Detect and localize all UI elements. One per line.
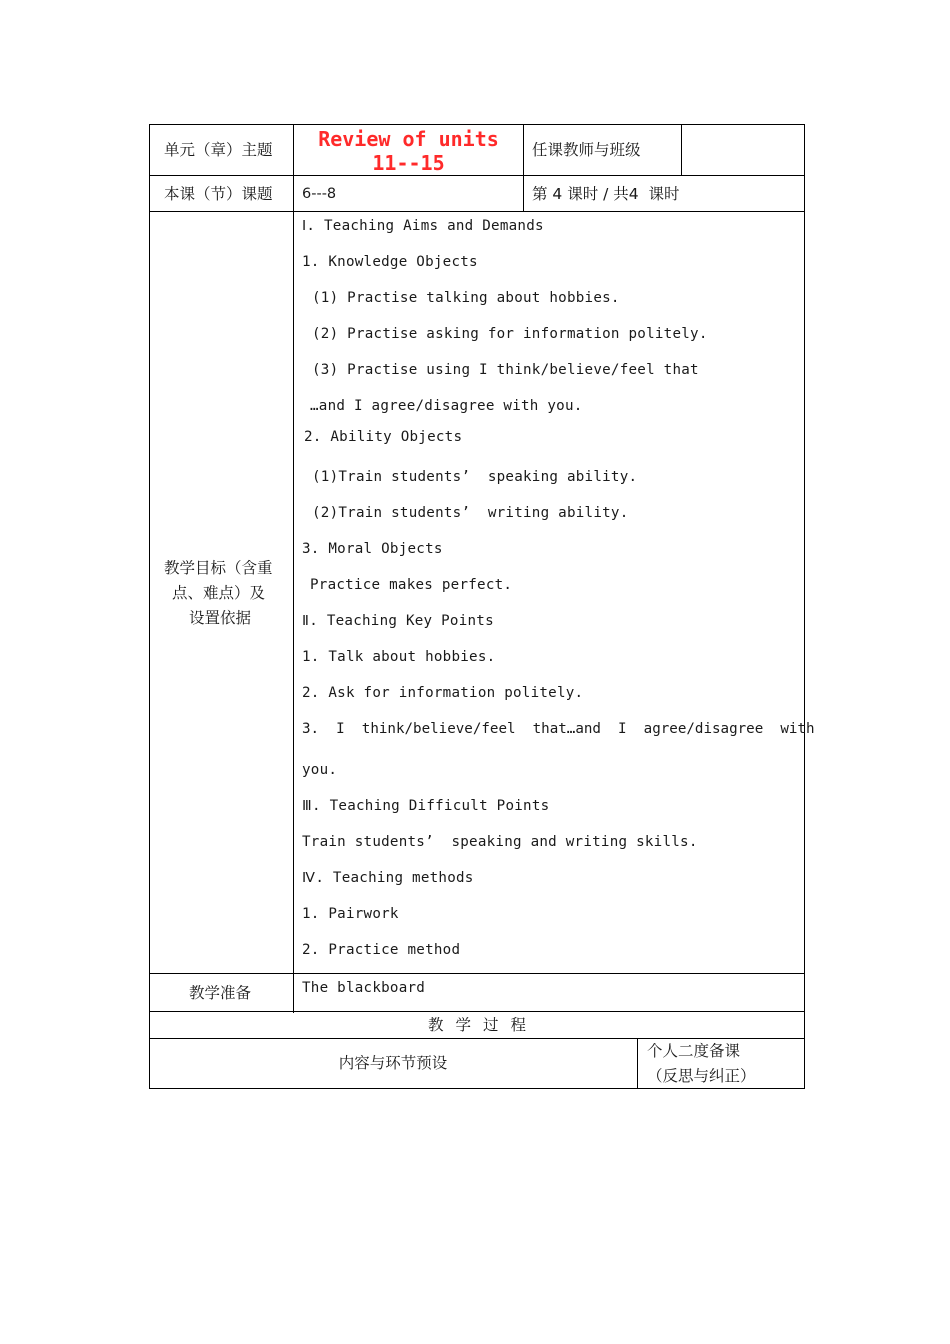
process-title: 教学过程 <box>427 1016 538 1034</box>
objective-item: (3) Practise using I think/believe/feel that <box>312 362 699 378</box>
preparation-value: The blackboard <box>302 980 426 996</box>
objective-item: Practice makes perfect. <box>310 577 513 593</box>
col-divider <box>637 1038 638 1089</box>
key-point-item-continued: you. <box>302 762 338 778</box>
row-divider <box>149 175 805 176</box>
notes-label-line1: 个人二度备课 <box>647 1042 741 1060</box>
content-label: 内容与环节预设 <box>338 1054 448 1072</box>
unit-title-line2: 11--15 <box>372 151 445 175</box>
key-points-heading: Ⅱ. Teaching Key Points <box>302 613 494 629</box>
unit-title-line1: Review of units <box>318 127 499 151</box>
objective-item: (1) Practise talking about hobbies. <box>312 290 620 306</box>
key-point-item: 2. Ask for information politely. <box>302 685 584 701</box>
objective-item-continued: …and I agree/disagree with you. <box>310 398 583 414</box>
difficult-points-heading: Ⅲ. Teaching Difficult Points <box>302 798 550 814</box>
objectives-label-line2: 点、难点）及 <box>172 584 266 602</box>
key-point-item: 3. I think/believe/feel that…and I agree/disagree with <box>302 721 815 737</box>
teacher-class-label: 任课教师与班级 <box>532 141 641 159</box>
objectives-label-line3: 设置依据 <box>189 609 252 627</box>
aims-heading: Ⅰ. Teaching Aims and Demands <box>302 218 544 234</box>
notes-label-line2: （反思与纠正） <box>647 1067 756 1085</box>
objective-item: (2)Train students’ writing ability. <box>312 505 629 521</box>
method-item: 1. Pairwork <box>302 906 399 922</box>
ability-objects-heading: 2. Ability Objects <box>304 429 463 445</box>
knowledge-objects-heading: 1. Knowledge Objects <box>302 254 478 270</box>
row-divider <box>149 973 805 974</box>
col-divider <box>681 124 682 176</box>
lesson-topic-label: 本课（节）课题 <box>164 185 273 203</box>
difficult-point-item: Train students’ speaking and writing skills. <box>302 834 698 850</box>
preparation-label: 教学准备 <box>189 984 252 1002</box>
col-divider <box>293 124 294 1013</box>
row-divider <box>149 1011 805 1012</box>
key-point-item: 1. Talk about hobbies. <box>302 649 496 665</box>
moral-objects-heading: 3. Moral Objects <box>302 541 443 557</box>
unit-theme-label: 单元（章）主题 <box>164 141 273 159</box>
methods-heading: Ⅳ. Teaching methods <box>302 870 474 886</box>
col-divider <box>523 124 524 212</box>
row-divider <box>149 211 805 212</box>
row-divider <box>149 1038 805 1039</box>
objective-item: (1)Train students’ speaking ability. <box>312 469 638 485</box>
method-item: 2. Practice method <box>302 942 461 958</box>
lesson-topic-value: 6---8 <box>302 186 337 202</box>
period-info: 第 4 课时 / 共4 课时 <box>532 185 680 203</box>
objectives-label-line1: 教学目标（含重 <box>164 559 273 577</box>
objective-item: (2) Practise asking for information politely. <box>312 326 708 342</box>
